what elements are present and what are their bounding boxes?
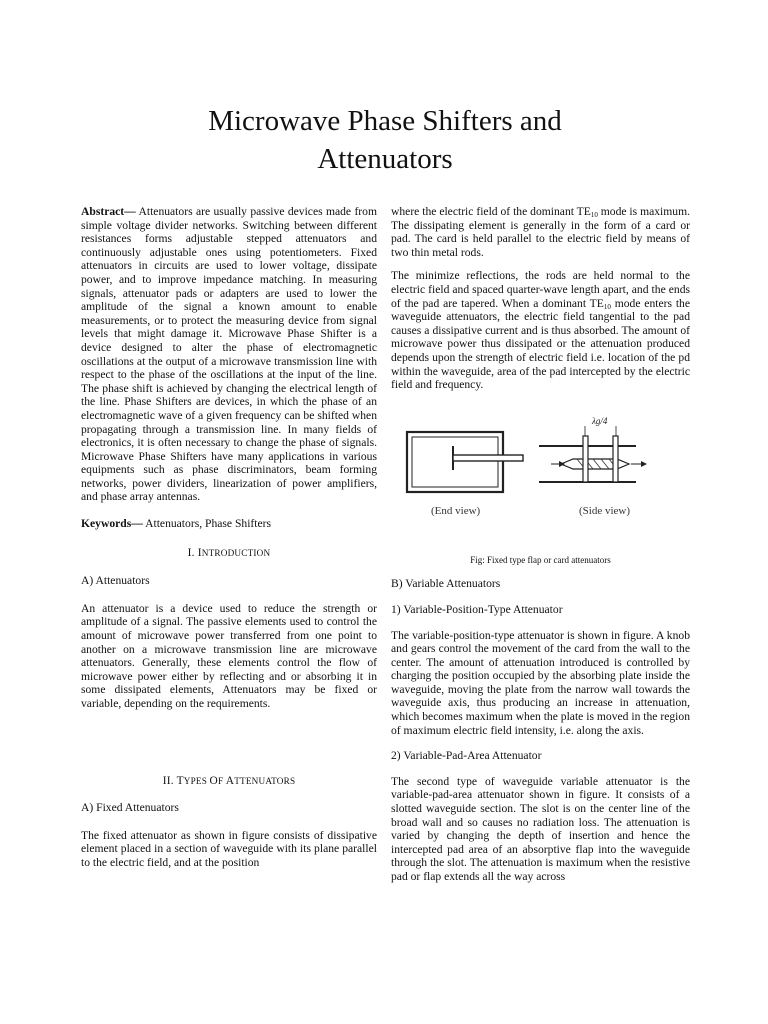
side-view-label: (Side view)	[579, 504, 631, 517]
intro-paragraph: An attenuator is a device used to reduce the strength or amplitude of a signal. The passive elements used to control the amount of microwave power transferred from one point to another on a microwave transmission line are microwave attenuators. Generally, these elements control the flow of microwave power either by reflecting and or absorbing it in some dissipated elements, Attenuators may be fixed or variable, depending on the requirements.	[81, 601, 377, 710]
figure-caption: Fig: Fixed type flap or card attenuators	[470, 554, 611, 565]
lambda-label: λg/4	[592, 415, 608, 426]
abstract-dash: —	[124, 205, 136, 218]
subheading-variable-position: 1) Variable-Position-Type Attenuator	[391, 602, 563, 616]
left-column	[81, 205, 377, 870]
end-view-label: (End view)	[431, 504, 481, 517]
section-heading-types: II. TYPES OF ATTENUATORS	[162, 774, 296, 787]
variable-position-paragraph: The variable-position-type attenuator is shown in figure. A knob and gears control the movement of the card from the wall to the center. The amount of attenuation introduced is controlled by charging the position occupied by the absorbing plate inside the waveguide, moving the plate from the narrow wall towards the waveguide axis, thus producing an increase in attenuation, which becomes maximum when the plate is moved in the region of maximum electric field intensity, i.e. along the axis.	[391, 628, 690, 737]
right-paragraph-1: where the electric field of the dominant $TE_{10}$ mode is maximum. The dissipating element is generally in the form of a card or pad. The card is held parallel to the electric field by means of two thin metal rods.	[391, 205, 690, 259]
keywords-dash: —	[131, 517, 143, 531]
abstract-label: Abstract	[81, 205, 125, 218]
right-paragraph-2: The minimize reflections, the rods are held normal to the electric field and spaced quarter-wave length apart, and the ends of the pad are tapered. When a dominant $TE_{10}$ mode enters the waveguide attenuators, the electric field tangential to the pad causes a dissipative current and is thus absorbed. The amount of microwave power thus dissipated or the attenuation produced depends upon the strength of electric field i.e. location of the pd within the waveguide, area of the pad intercepted by the electric field and frequency.	[391, 269, 690, 392]
keywords-label: Keywords	[81, 517, 132, 531]
end-view-drawing	[407, 432, 523, 492]
figure-fixed-attenuators	[391, 412, 690, 568]
abstract	[81, 205, 377, 504]
abstract-text: Attenuators are usually passive devices made from simple voltage divider networks. Switching between different resistances forms adjustable stepped attenuators and continuously adjustable ones using potentiometers. Fixed attenuators in circuits are used to lower voltage, dissipate power, and to improve impedance matching. In measuring signals, attenuator pads or adapters are used to lower the amplitude of the signal a known amount to enable measurements, or to protect the measuring device from signal levels that might damage it. Microwave Phase Shifter is a device designed to alter the phase of electromagnetic oscillations at the output of a microwave transmission line with respect to the phase of the oscillations at the input of the line. The phase shift is achieved by changing the electrical length of the line. Phase Shifters are devices, in which the phase of an electromagnetic wave of a given frequency can be shifted when propagating through a transmission line. In many fields of electronics, it is often necessary to change the phase of signals. Microwave Phase Shifters have many applications in various equipments such as phase discriminators, beam forming networks, power dividers, linearization of power amplifiers, and phase array antennas.	[81, 205, 377, 504]
subheading-variable-pad-area: 2) Variable-Pad-Area Attenuator	[391, 749, 542, 763]
right-column	[391, 205, 690, 884]
subheading-attenuators: A) Attenuators	[81, 574, 150, 588]
subheading-variable-attenuators: B) Variable Attenuators	[391, 577, 501, 591]
paper-title	[150, 102, 620, 178]
keywords	[81, 517, 377, 531]
title-line-2: Attenuators	[317, 143, 453, 175]
side-view-drawing	[539, 416, 647, 482]
variable-pad-area-paragraph: The second type of waveguide variable attenuator is the variable-pad-area attenuator shown in figure. It consists of a slotted waveguide section. The slot is on the center line of the broad wall and so causes no radiation loss. The attenuation is varied by changing the depth of insertion and hence the intercepted pad area of an absorptive flap into the waveguide through the slot. The attenuation is maximum when the resistive pad or flap extends all the way across	[391, 774, 690, 883]
attenuator-diagram	[391, 412, 690, 532]
section-heading-introduction: I. INTRODUCTION	[187, 546, 271, 559]
keywords-text: Attenuators, Phase Shifters	[145, 517, 272, 531]
fixed-paragraph: The fixed attenuator as shown in figure consists of dissipative element placed in a section of waveguide with its plane parallel to the electric field, and at the position	[81, 828, 377, 869]
subheading-fixed-attenuators: A) Fixed Attenuators	[81, 801, 179, 815]
title-line-1: Microwave Phase Shifters and	[208, 105, 562, 137]
